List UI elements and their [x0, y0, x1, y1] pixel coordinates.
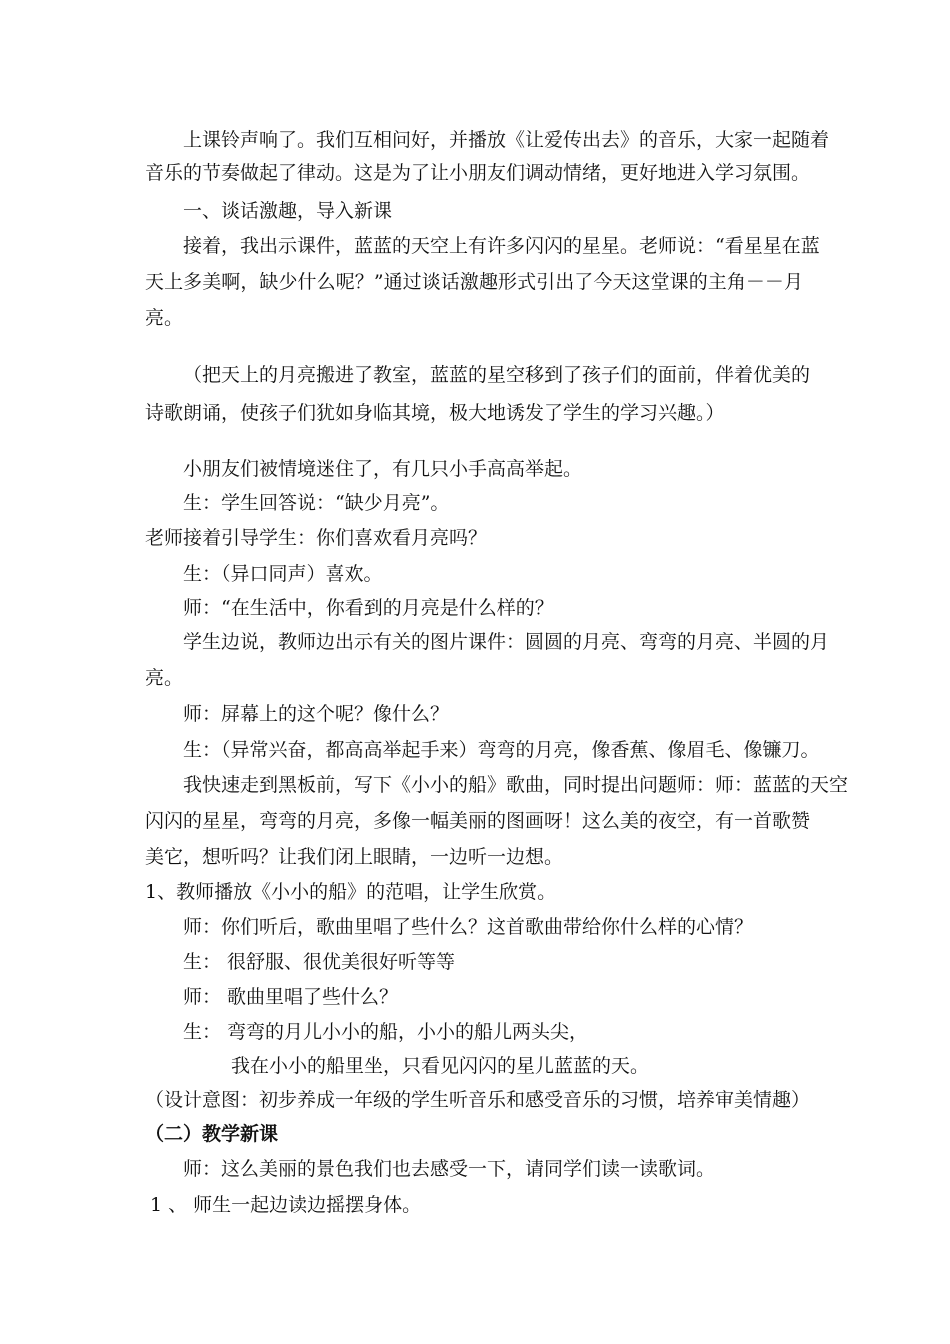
paragraph-line: 闪闪的星星，弯弯的月亮，多像一幅美丽的图画呀！这么美的夜空，有一首歌赞	[145, 810, 811, 832]
design-note-line: 诗歌朗诵，使孩子们犹如身临其境，极大地诱发了学生的学习兴趣。）	[145, 402, 725, 424]
section-heading: （二）教学新课	[145, 1123, 279, 1145]
design-note-line: （把天上的月亮搬进了教室，蓝蓝的星空移到了孩子们的面前，伴着优美的	[183, 364, 811, 386]
paragraph-line: 音乐的节奏做起了律动。这是为了让小朋友们调动情绪，更好地进入学习氛围。	[145, 162, 811, 184]
dialogue-line: 师：“在生活中，你看到的月亮是什么样的？	[183, 597, 554, 619]
numbered-item: 1、教师播放《小小的船》的范唱，让学生欣赏。	[145, 881, 557, 903]
dialogue-line: 师：你们听后，歌曲里唱了些什么？这首歌曲带给你什么样的心情？	[183, 916, 754, 938]
dialogue-line: 师：屏幕上的这个呢？像什么？	[183, 703, 450, 725]
paragraph-line: 小朋友们被情境迷住了，有几只小手高高举起。	[183, 458, 583, 480]
paragraph-line: 美它，想听吗？让我们闭上眼睛，一边听一边想。	[145, 846, 564, 868]
paragraph-line: 学生边说，教师边出示有关的图片课件：圆圆的月亮、弯弯的月亮、半圆的月	[183, 631, 830, 653]
design-note-line: （设计意图：初步养成一年级的学生听音乐和感受音乐的习惯，培养审美情趣）	[145, 1089, 811, 1111]
paragraph-line: 亮。	[145, 307, 184, 329]
lyrics-line: 我在小小的船里坐，只看见闪闪的星儿蓝蓝的天。	[231, 1055, 650, 1077]
numbered-item: 1 、 师生一起边读边摇摆身体。	[150, 1194, 422, 1216]
dialogue-line: 师：这么美丽的景色我们也去感受一下，请同学们读一读歌词。	[183, 1158, 716, 1180]
dialogue-line: 生：（异口同声）喜欢。	[183, 563, 383, 585]
dialogue-line: 生：（异常兴奋，都高高举起手来）弯弯的月亮，像香蕉、像眉毛、像镰刀。	[183, 739, 820, 761]
paragraph-line: 上课铃声响了。我们互相问好，并播放《让爱传出去》的音乐，大家一起随着	[183, 129, 830, 151]
dialogue-line: 老师接着引导学生：你们喜欢看月亮吗？	[145, 527, 488, 549]
dialogue-line: 师： 歌曲里唱了些什么？	[183, 986, 399, 1008]
paragraph-line: 亮。	[145, 667, 184, 689]
paragraph-line: 接着，我出示课件，蓝蓝的天空上有许多闪闪的星星。老师说：“看星星在蓝	[183, 235, 820, 257]
paragraph-line: 我快速走到黑板前，写下《小小的船》歌曲，同时提出问题师：师：蓝蓝的天空	[183, 774, 849, 796]
section-heading: 一、谈话激趣，导入新课	[183, 200, 393, 222]
dialogue-line: 生：学生回答说：“缺少月亮”。	[183, 492, 450, 514]
dialogue-line: 生： 很舒服、很优美很好听等等	[183, 951, 456, 973]
paragraph-line: 天上多美啊，缺少什么呢？”通过谈话激趣形式引出了今天这堂课的主角－－月	[145, 271, 803, 293]
lyrics-line: 生： 弯弯的月儿小小的船，小小的船儿两头尖，	[183, 1021, 589, 1043]
